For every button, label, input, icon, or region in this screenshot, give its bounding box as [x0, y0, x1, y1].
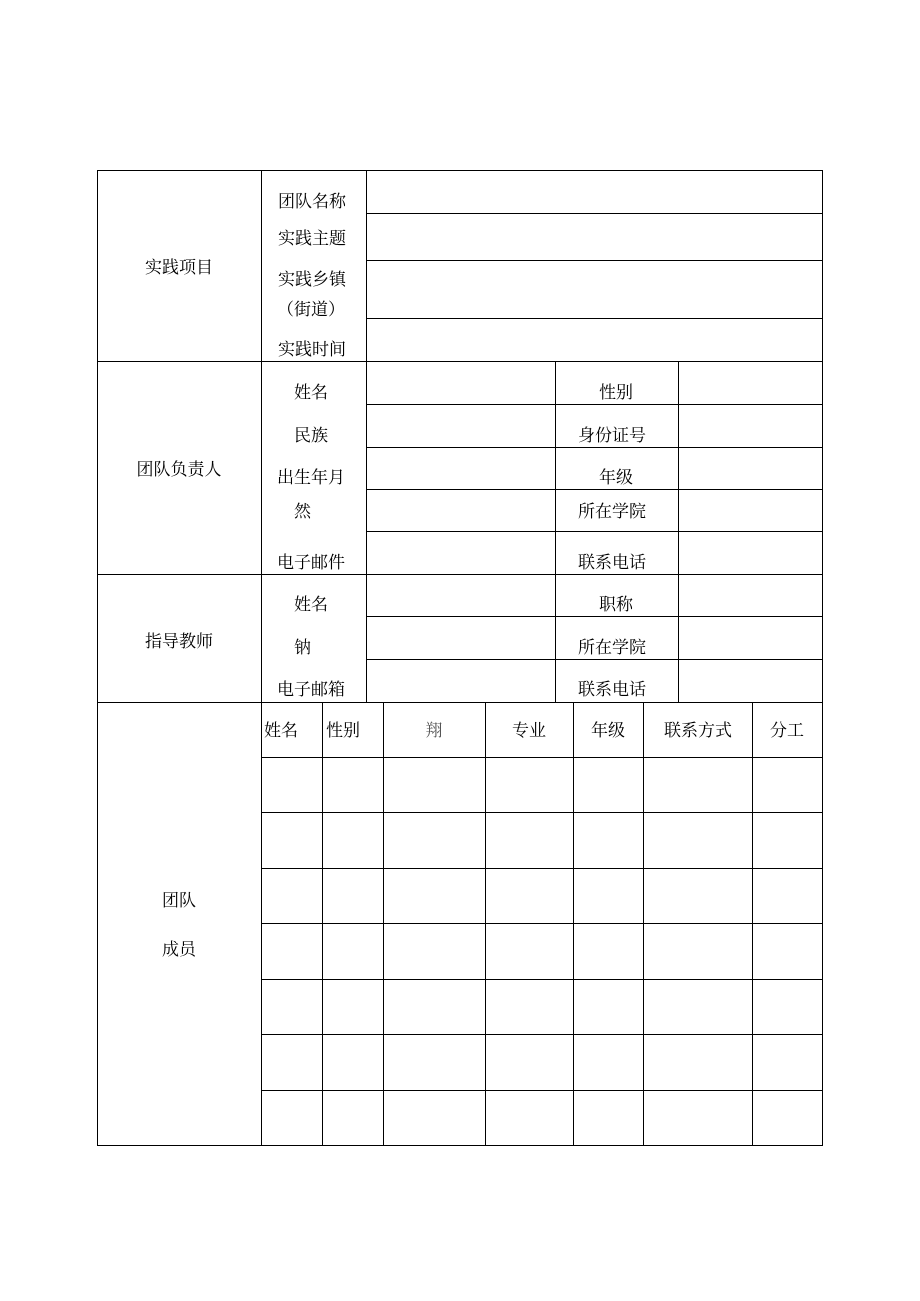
field-label-town: 实践乡镇: [278, 270, 346, 290]
leader-label-birth: 出生年月: [277, 468, 345, 488]
advisor-label-college: 所在学院: [578, 638, 646, 658]
column-header-misc: 翔: [425, 721, 443, 741]
advisor-phone-field[interactable]: [679, 660, 822, 702]
column-header-grade: 年级: [591, 721, 625, 741]
leader-label-gender: 性别: [599, 383, 633, 403]
advisor-label-title: 职称: [599, 595, 633, 615]
section-divider: [97, 702, 823, 703]
advisor-label-email: 电子邮箱: [277, 680, 345, 700]
section-title-advisor: 指导教师: [145, 632, 213, 652]
town-field[interactable]: [367, 261, 822, 318]
leader-phone-field[interactable]: [679, 532, 822, 574]
leader-name-field[interactable]: [367, 362, 555, 404]
leader-ethnicity-field[interactable]: [367, 405, 555, 447]
section-title-members-1: 团队: [162, 891, 196, 911]
member-row[interactable]: [262, 869, 822, 923]
border-right: [822, 170, 823, 1146]
column-header-major: 专业: [512, 721, 546, 741]
member-row[interactable]: [262, 924, 822, 979]
advisor-label-misc: 钠: [294, 638, 311, 658]
leader-misc-field[interactable]: [367, 490, 555, 531]
member-row[interactable]: [262, 758, 822, 812]
member-row[interactable]: [262, 813, 822, 868]
advisor-label-name: 姓名: [294, 595, 328, 615]
advisor-email-field[interactable]: [367, 660, 555, 702]
theme-field[interactable]: [367, 214, 822, 260]
leader-label-grade: 年级: [599, 468, 633, 488]
leader-grade-field[interactable]: [679, 448, 822, 489]
leader-label-email: 电子邮件: [277, 553, 345, 573]
section-title-project: 实践项目: [145, 258, 213, 278]
leader-label-phone: 联系电话: [578, 553, 646, 573]
column-divider: [555, 361, 556, 703]
leader-label-college: 所在学院: [578, 502, 646, 522]
column-header-duty: 分工: [770, 721, 804, 741]
field-label-theme: 实践主题: [278, 229, 346, 249]
column-header-gender: 性别: [326, 721, 360, 741]
leader-id-field[interactable]: [679, 405, 822, 447]
advisor-name-field[interactable]: [367, 575, 555, 616]
leader-birth-field[interactable]: [367, 448, 555, 489]
advisor-misc-field[interactable]: [367, 617, 555, 659]
leader-label-ethnicity: 民族: [294, 426, 328, 446]
border-left: [97, 170, 98, 1146]
advisor-title-field[interactable]: [679, 575, 822, 616]
leader-label-name: 姓名: [294, 383, 328, 403]
field-label-time: 实践时间: [278, 340, 346, 360]
leader-college-field[interactable]: [679, 490, 822, 531]
field-label-street: （街道）: [277, 300, 345, 320]
field-label-team-name: 团队名称: [278, 192, 346, 212]
border-bottom: [97, 1145, 823, 1146]
leader-label-id: 身份证号: [578, 426, 646, 446]
member-row[interactable]: [262, 980, 822, 1034]
leader-email-field[interactable]: [367, 532, 555, 574]
member-row[interactable]: [262, 1091, 822, 1145]
column-header-name: 姓名: [264, 721, 298, 741]
advisor-label-phone: 联系电话: [578, 680, 646, 700]
leader-label-misc: 然: [294, 502, 311, 522]
section-title-members-2: 成员: [162, 940, 196, 960]
leader-gender-field[interactable]: [679, 362, 822, 404]
section-title-leader: 团队负责人: [136, 460, 222, 480]
team-name-field[interactable]: [367, 171, 822, 213]
column-header-contact: 联系方式: [664, 721, 732, 741]
advisor-college-field[interactable]: [679, 617, 822, 659]
member-row[interactable]: [262, 1035, 822, 1090]
time-field[interactable]: [367, 319, 822, 361]
